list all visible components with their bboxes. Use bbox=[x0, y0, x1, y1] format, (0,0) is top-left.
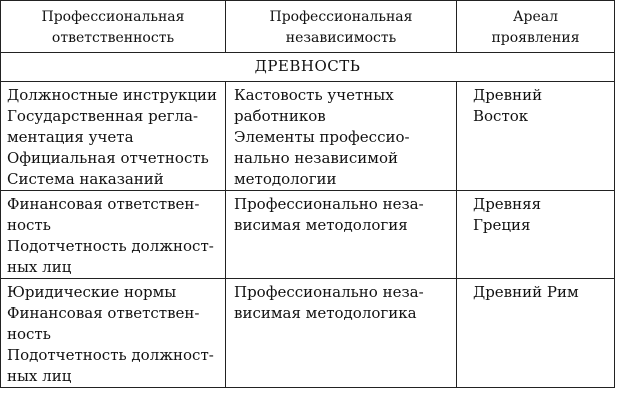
cell-line: Кастовость учетных bbox=[234, 86, 394, 104]
table-row bbox=[1, 82, 615, 191]
header-line: Профессиональная bbox=[41, 9, 185, 25]
cell-line: Система наказаний bbox=[7, 170, 164, 188]
section-row bbox=[1, 53, 615, 82]
area-cell bbox=[457, 191, 615, 279]
header-area bbox=[457, 1, 615, 53]
cell-line: Юридические нормы bbox=[7, 283, 177, 301]
table-row bbox=[1, 191, 615, 279]
header-line: ответственность bbox=[51, 30, 175, 46]
independence-cell bbox=[226, 191, 457, 279]
cell-line: Подотчетность должност- bbox=[7, 346, 214, 364]
cell-line: Элементы профессио- bbox=[234, 128, 410, 146]
cell-line: Профессионально неза- bbox=[234, 195, 424, 213]
cell-line: Древний Рим bbox=[473, 283, 579, 301]
table-row bbox=[1, 279, 615, 388]
cell-line: ность bbox=[7, 325, 51, 343]
cell-line: висимая методология bbox=[234, 216, 408, 234]
cell-line: Должностные инструкции bbox=[7, 86, 217, 104]
cell-line: ных лиц bbox=[7, 367, 72, 385]
header-line: проявления bbox=[491, 30, 580, 46]
cell-line: Греция bbox=[473, 216, 531, 234]
cell-line: ность bbox=[7, 216, 51, 234]
area-cell bbox=[457, 279, 615, 388]
header-row bbox=[1, 1, 615, 53]
cell-line: методологии bbox=[234, 170, 337, 188]
cell-line: ных лиц bbox=[7, 258, 72, 276]
cell-line: Профессионально неза- bbox=[234, 283, 424, 301]
cell-line: Официальная отчетность bbox=[7, 149, 209, 167]
cell-line: висимая методологика bbox=[234, 304, 417, 322]
area-cell bbox=[457, 82, 615, 191]
header-line: Профессиональная bbox=[269, 9, 413, 25]
header-line: Ареал bbox=[512, 9, 559, 25]
responsibility-cell bbox=[1, 191, 226, 279]
cell-line: Древняя bbox=[473, 195, 542, 213]
cell-line: Государственная регла- bbox=[7, 107, 199, 125]
cell-line: Подотчетность должност- bbox=[7, 237, 214, 255]
cell-line: Финансовая ответствен- bbox=[7, 195, 200, 213]
cell-line: работников bbox=[234, 107, 326, 125]
header-independence bbox=[226, 1, 457, 53]
cell-line: Древний bbox=[473, 86, 543, 104]
responsibility-cell bbox=[1, 279, 226, 388]
cell-line: Восток bbox=[473, 107, 529, 125]
independence-cell bbox=[226, 82, 457, 191]
cell-line: ментация учета bbox=[7, 128, 134, 146]
cell-line: Финансовая ответствен- bbox=[7, 304, 200, 322]
header-responsibility bbox=[1, 1, 226, 53]
section-title: ДРЕВНОСТЬ bbox=[1, 53, 615, 82]
header-line: независимость bbox=[285, 30, 397, 46]
independence-cell bbox=[226, 279, 457, 388]
responsibility-cell bbox=[1, 82, 226, 191]
cell-line: нально независимой bbox=[234, 149, 398, 167]
